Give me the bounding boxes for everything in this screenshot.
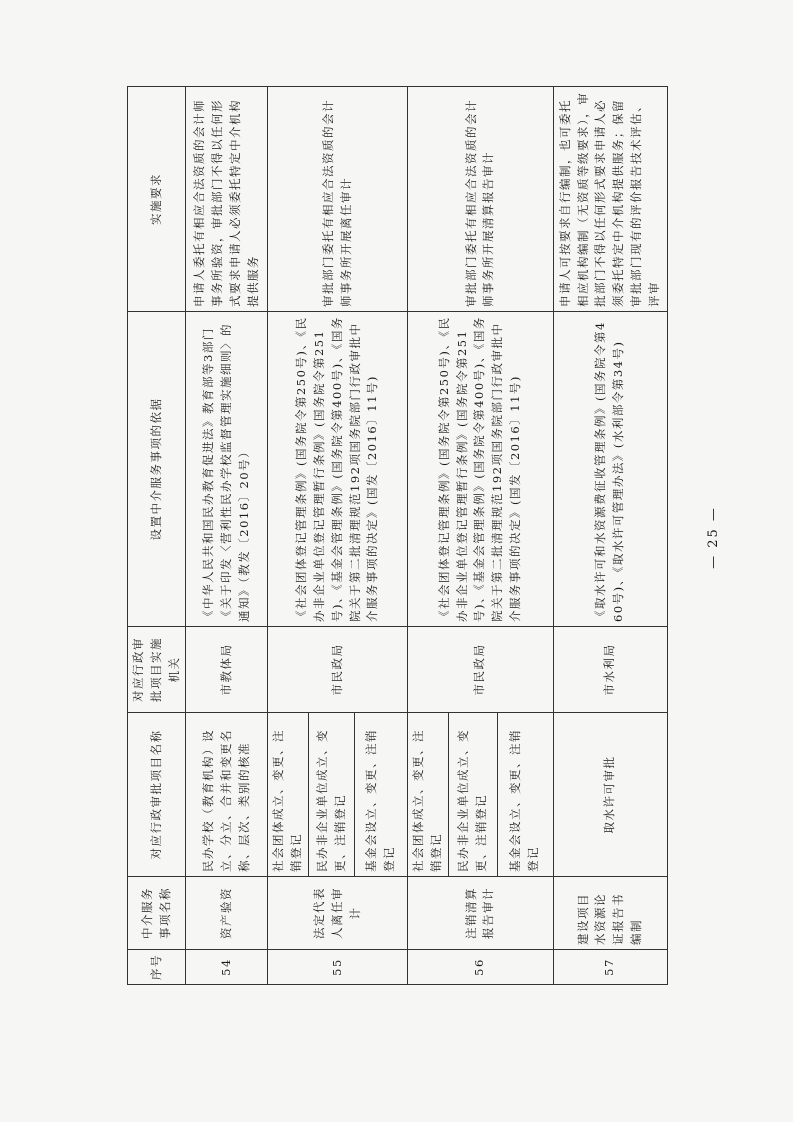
cell-authority: 市民政局: [268, 627, 408, 713]
cell-approval-item: 基金会设立、变更、注销登记: [355, 713, 408, 877]
header-requirement: 实施要求: [128, 87, 186, 312]
cell-authority: 市民政局: [408, 627, 554, 713]
table-header-row: [128, 87, 186, 985]
cell-approval-item: 民办学校（教育机构）设立、分立、合并和变更名称、层次、类别的核准: [186, 713, 268, 877]
cell-requirement: 申请人委托有相应合法资质的会计师事务所验资，审批部门不得以任何形式要求申请人必须委托特定中介机构提供服务: [186, 87, 268, 312]
header-seq: 序号: [128, 950, 186, 985]
cell-approval-item: 取水许可审批: [553, 713, 667, 877]
cell-basis: 《中华人民共和国民办教育促进法》教育部等3部门《关于印发〈营利性民办学校监督管理实施细则〉的通知》（教发〔2016〕20号）: [186, 312, 268, 627]
cell-basis: 《取水许可和水资源费征收管理条例》(国务院令第460号)、《取水许可管理办法》(水利部令第34号): [553, 312, 667, 627]
cell-seq: 54: [186, 950, 268, 985]
cell-service-name: 建设项目水资源论证报告书编制: [553, 877, 667, 950]
cell-authority: 市水利局: [553, 627, 667, 713]
cell-authority: 市教体局: [186, 627, 268, 713]
cell-approval-item: 社会团体成立、变更、注销登记: [408, 713, 449, 877]
cell-approval-item: 社会团体成立、变更、注销登记: [268, 713, 309, 877]
cell-requirement: 申请人可按要求自行编制，也可委托相应机构编制（无资质等级要求），审批部门不得以任何形式要求申请人必须委托特定中介机构提供服务；保留审批部门现有的评价报告技术评估、评审: [553, 87, 667, 312]
cell-approval-item: 民办非企业单位成立、变更、注销登记: [448, 713, 497, 877]
rotated-table-wrapper: [127, 87, 662, 985]
cell-seq: 57: [553, 950, 667, 985]
cell-seq: 56: [408, 950, 554, 985]
cell-service-name: 注销清算报告审计: [408, 877, 554, 950]
table-row: [553, 87, 667, 985]
cell-service-name: 法定代表人离任审计: [268, 877, 408, 950]
cell-seq: 55: [268, 950, 408, 985]
header-authority: 对应行政审批项目实施机关: [128, 627, 186, 713]
cell-basis: 《社会团体登记管理条例》(国务院令第250号)、《民办非企业单位登记管理暂行条例》(国务院令第251号)、《基金会管理条例》(国务院令第400号)、《国务院关于第二批清理规范192项国务院部门行政审批中介服务事项的决定》(国发〔2016〕11号): [268, 312, 408, 627]
cell-approval-item: 民办非企业单位成立、变更、注销登记: [309, 713, 355, 877]
header-service-name: 中介服务事项名称: [128, 877, 186, 950]
header-basis: 设置中介服务事项的依据: [128, 312, 186, 627]
cell-requirement: 审批部门委托有相应合法资质的会计师事务所开展离任审计: [268, 87, 408, 312]
cell-service-name: 资产验资: [186, 877, 268, 950]
cell-basis: 《社会团体登记管理条例》(国务院令第250号)、《民办非企业单位登记管理暂行条例》(国务院令第251号)、《基金会管理条例》(国务院令第400号)、《国务院关于第二批清理规范192项国务院部门行政审批中介服务事项的决定》(国发〔2016〕11号): [408, 312, 554, 627]
table-row: [408, 87, 449, 985]
table-row: [268, 87, 309, 985]
cell-requirement: 审批部门委托有相应合法资质的会计师事务所开展清算报告审计: [408, 87, 554, 312]
table-row: [186, 87, 268, 985]
header-approval-item: 对应行政审批项目名称: [128, 713, 186, 877]
intermediary-services-table: [127, 86, 668, 985]
cell-approval-item: 基金会设立、变更、注销登记: [497, 713, 553, 877]
page-number: — 25 —: [705, 506, 721, 569]
